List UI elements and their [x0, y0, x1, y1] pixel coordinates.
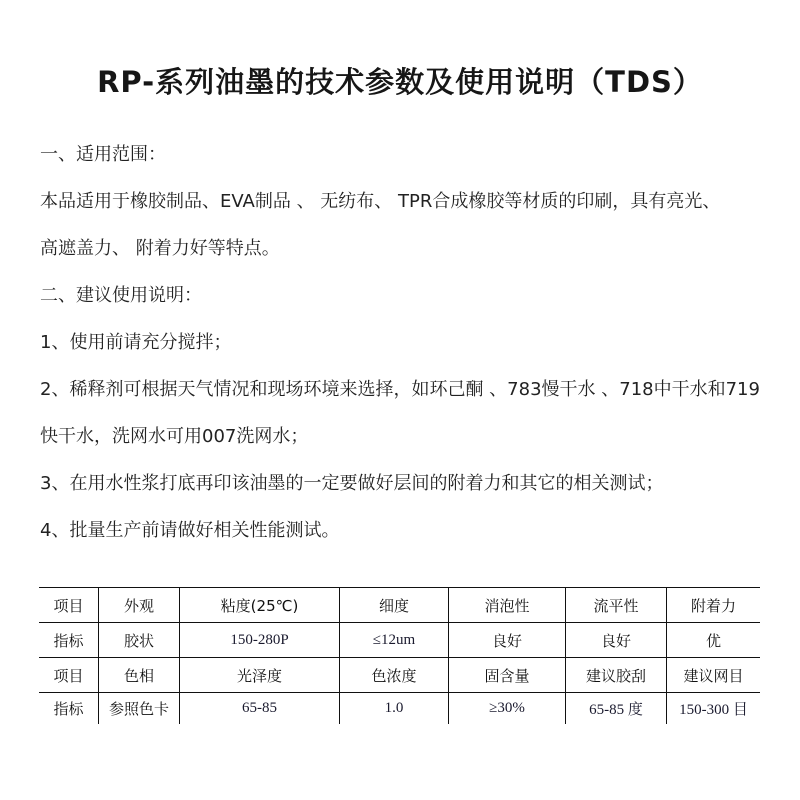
- document-body: [40, 141, 780, 564]
- spec-table: [39, 587, 760, 724]
- usage-item-4: 4、批量生产前请做好相关性能测试。: [40, 520, 340, 541]
- usage-item-3: 3、在用水性浆打底再印该油墨的一定要做好层间的附着力和其它的相关测试；: [40, 473, 664, 494]
- table-cell: 粘度(25℃): [180, 588, 340, 623]
- table-cell: 光泽度: [180, 658, 340, 693]
- table-cell: 色相: [99, 658, 180, 693]
- table-cell: 项目: [39, 658, 99, 693]
- table-cell: 附着力: [667, 588, 761, 623]
- table-cell: 细度: [340, 588, 449, 623]
- table-cell: 外观: [99, 588, 180, 623]
- section-heading-usage: 二、建议使用说明：: [40, 285, 202, 306]
- table-cell: 优: [667, 623, 761, 658]
- table-row: [39, 658, 760, 693]
- table-cell: 65-85: [180, 693, 340, 725]
- table-cell: 良好: [566, 623, 667, 658]
- table-cell: 消泡性: [449, 588, 566, 623]
- scope-paragraph-line-2: 高遮盖力、 附着力好等特点。: [40, 238, 280, 259]
- scope-paragraph-line-1: 本品适用于橡胶制品、EVA制品 、 无纺布、 TPR合成橡胶等材质的印刷，具有亮光、: [40, 191, 721, 212]
- table-row: [39, 693, 760, 725]
- table-row: [39, 588, 760, 623]
- table-cell: 65-85 度: [566, 693, 667, 725]
- table-cell: 色浓度: [340, 658, 449, 693]
- table-cell: 固含量: [449, 658, 566, 693]
- table-cell: 良好: [449, 623, 566, 658]
- table-cell: 参照色卡: [99, 693, 180, 725]
- table-cell: 项目: [39, 588, 99, 623]
- table-cell: ≤12um: [340, 623, 449, 658]
- table-cell: 建议胶刮: [566, 658, 667, 693]
- table-cell: ≥30%: [449, 693, 566, 725]
- table-cell: 胶状: [99, 623, 180, 658]
- table-cell: 指标: [39, 693, 99, 725]
- usage-item-2-line-1: 2、稀释剂可根据天气情况和现场环境来选择，如环己酮 、783慢干水 、718中干水和719: [40, 379, 760, 400]
- table-row: [39, 623, 760, 658]
- table-cell: 150-280P: [180, 623, 340, 658]
- table-cell: 建议网目: [667, 658, 761, 693]
- section-heading-scope: 一、适用范围：: [40, 144, 166, 165]
- usage-item-2-line-2: 快干水，洗网水可用007洗网水；: [40, 426, 309, 447]
- usage-item-1: 1、使用前请充分搅拌；: [40, 332, 232, 353]
- table-cell: 指标: [39, 623, 99, 658]
- document-title: RP-系列油墨的技术参数及使用说明（TDS）: [97, 65, 703, 99]
- table-cell: 150-300 目: [667, 693, 761, 725]
- table-cell: 1.0: [340, 693, 449, 725]
- table-cell: 流平性: [566, 588, 667, 623]
